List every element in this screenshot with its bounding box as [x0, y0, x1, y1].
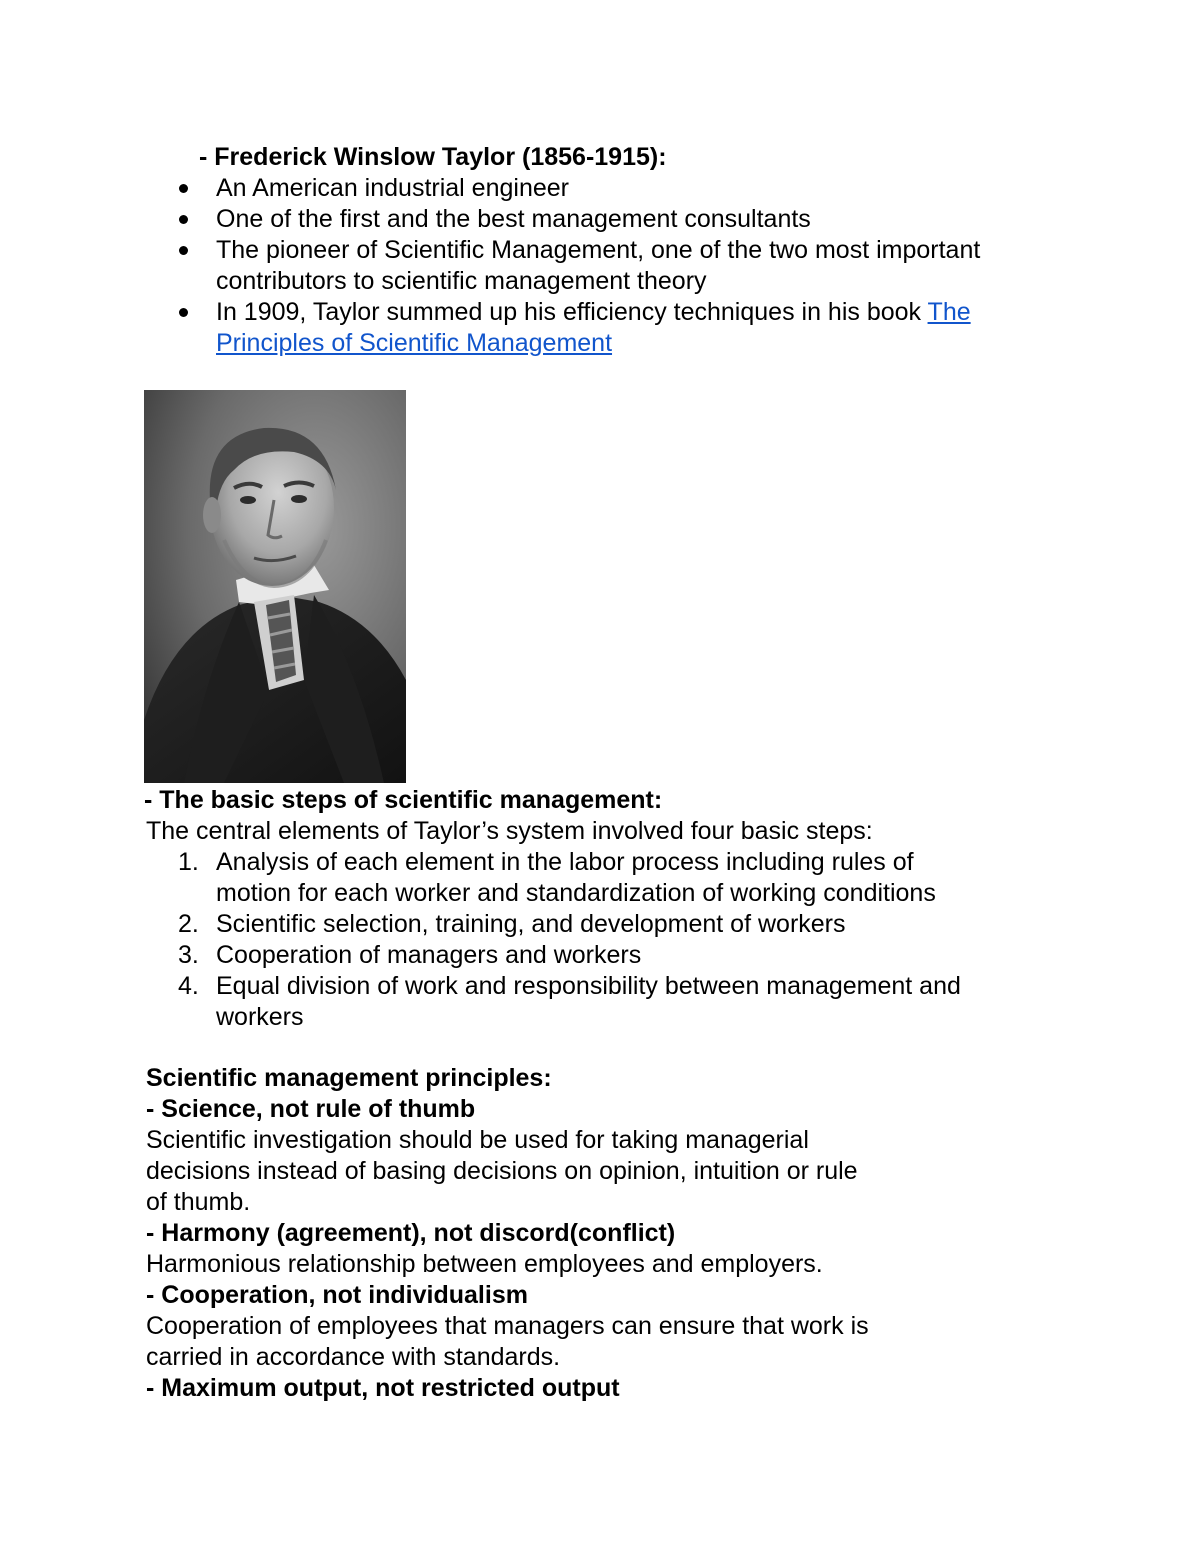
list-item [0, 235, 1200, 297]
bullet-icon [179, 246, 188, 255]
list-number: 2. [178, 910, 199, 938]
taylor-heading: - Frederick Winslow Taylor (1856-1915): [199, 143, 667, 171]
principle-body: Scientific investigation should be used for taking managerial [146, 1126, 809, 1154]
list-item-text: workers [216, 1003, 304, 1031]
principle-body: Harmonious relationship between employees and employers. [146, 1250, 823, 1278]
list-number: 1. [178, 848, 199, 876]
list-item-text: Cooperation of managers and workers [216, 941, 642, 969]
book-link[interactable]: The [927, 298, 971, 326]
list-item [0, 909, 1200, 940]
list-item [0, 847, 1200, 909]
list-item-text [216, 297, 1200, 328]
principle-title: - Science, not rule of thumb [146, 1095, 476, 1123]
list-item-text: Scientific selection, training, and development of workers [216, 910, 846, 938]
bullet-icon [179, 308, 188, 317]
book-link[interactable]: Principles of Scientific Management [216, 329, 613, 357]
bullet-icon [179, 215, 188, 224]
list-number: 4. [178, 972, 199, 1000]
principle-title: - Cooperation, not individualism [146, 1281, 528, 1309]
list-item-text: motion for each worker and standardization of working conditions [216, 879, 936, 907]
principle-body: Cooperation of employees that managers can ensure that work is [146, 1312, 869, 1340]
list-item-text-start: In 1909, Taylor summed up his efficiency techniques in his book [216, 298, 928, 326]
principles-section [146, 1063, 869, 1404]
principle-body: carried in accordance with standards. [146, 1343, 561, 1371]
principle-body: decisions instead of basing decisions on opinion, intuition or rule [146, 1157, 858, 1185]
principle-title: - Harmony (agreement), not discord(conflict) [146, 1219, 676, 1247]
steps-list [0, 847, 1200, 1033]
portrait-photo [144, 390, 406, 783]
list-item [0, 204, 1200, 235]
list-item [0, 940, 1200, 971]
principles-heading: Scientific management principles: [146, 1064, 552, 1092]
principle-body: of thumb. [146, 1188, 251, 1216]
principle-title: - Maximum output, not restricted output [146, 1374, 620, 1402]
taylor-facts-list [0, 173, 1200, 359]
steps-intro: The central elements of Taylor’s system involved four basic steps: [146, 817, 873, 845]
list-item-text: The pioneer of Scientific Management, one of the two most important [216, 236, 981, 264]
list-number: 3. [178, 941, 199, 969]
list-item-text: Analysis of each element in the labor process including rules of [216, 848, 914, 876]
list-item-text: An American industrial engineer [216, 174, 569, 202]
list-item [0, 971, 1200, 1033]
list-item-text [216, 328, 1200, 359]
list-item-text: One of the first and the best management consultants [216, 205, 811, 233]
list-item-text: contributors to scientific management theory [216, 267, 707, 295]
list-item [0, 297, 1200, 359]
steps-heading: - The basic steps of scientific management: [144, 786, 663, 814]
bullet-icon [179, 184, 188, 193]
list-item [0, 173, 1200, 204]
list-item-text: Equal division of work and responsibility between management and [216, 972, 961, 1000]
